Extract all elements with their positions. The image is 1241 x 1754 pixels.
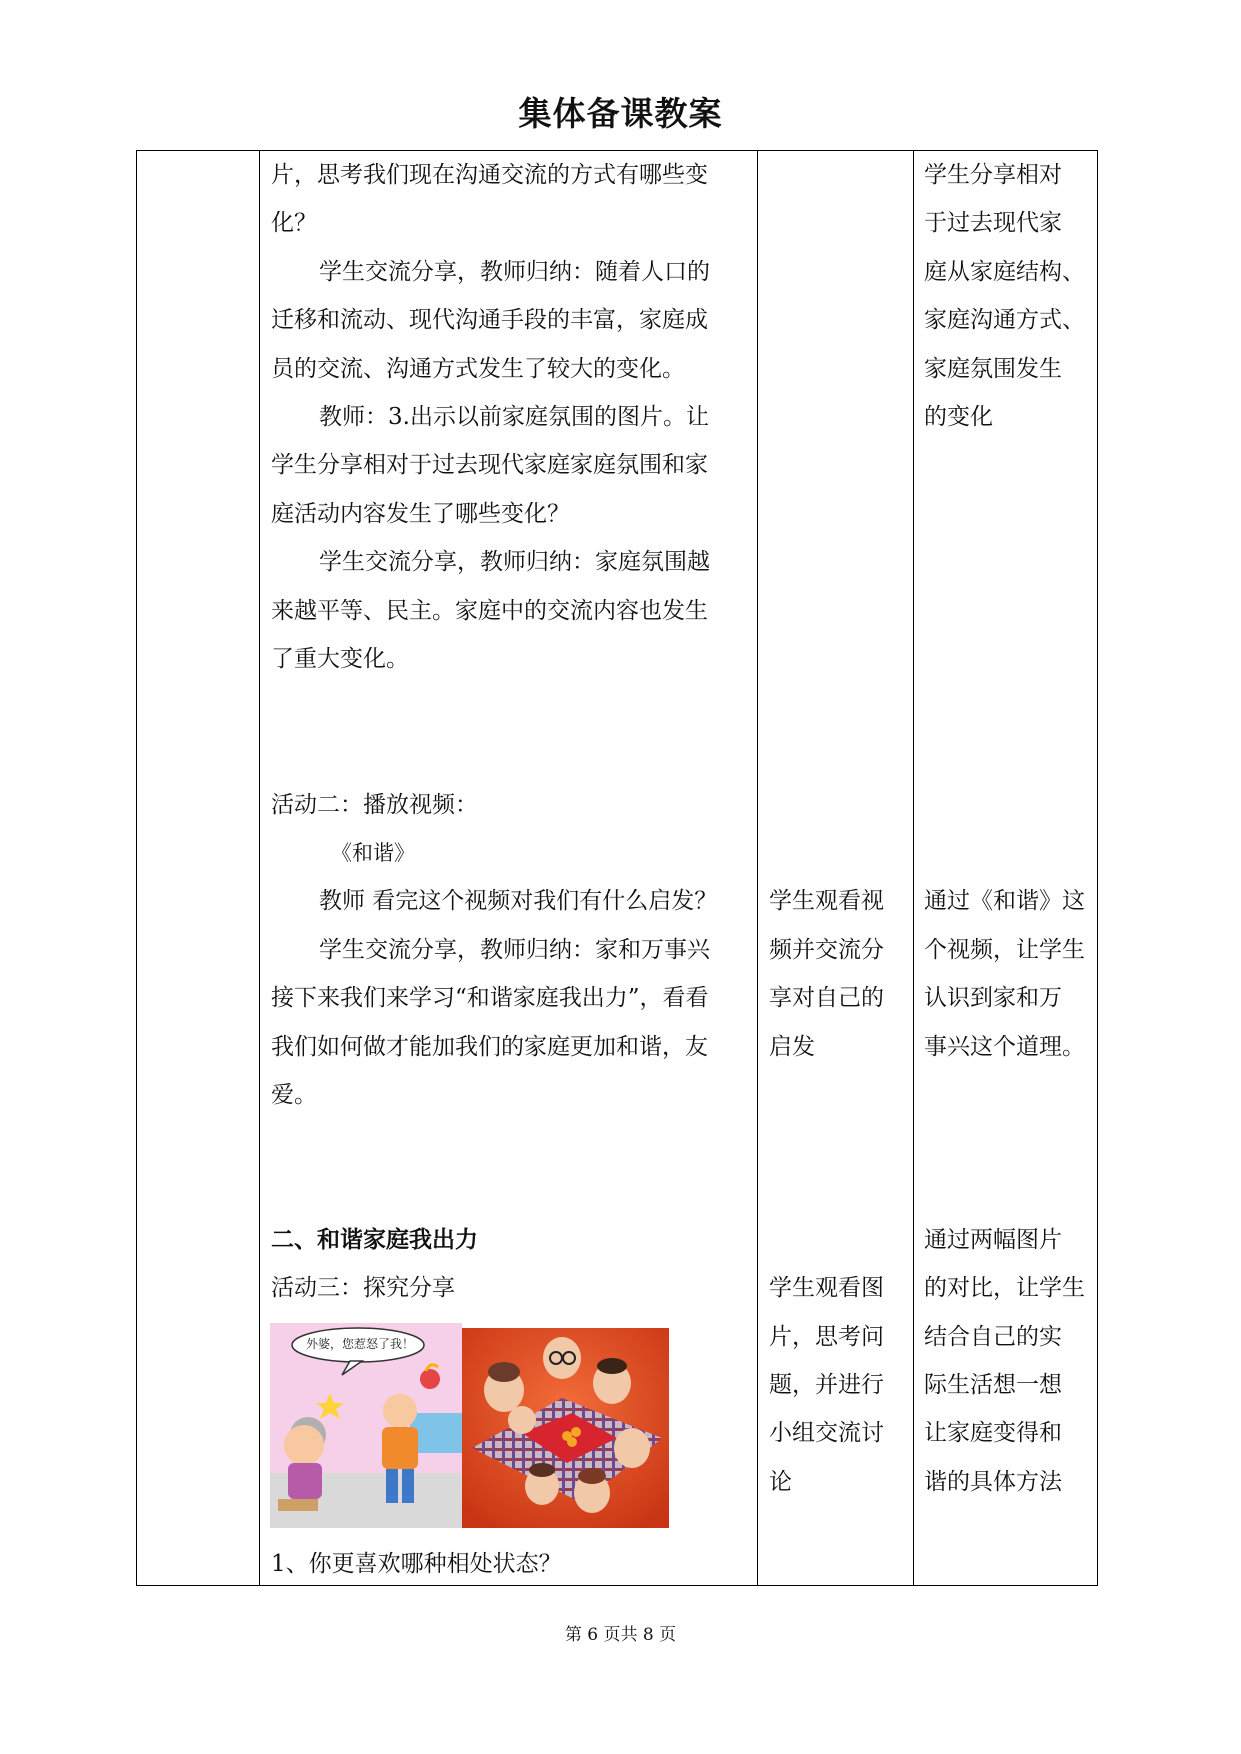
column-divider [757,151,758,1585]
cartoon-family-conflict-image [270,1323,462,1528]
design-intent-line: 通过《和谐》这 [924,888,1085,914]
process-text-line: 教师：3.出示以前家庭氛围的图片。让 [319,404,709,430]
design-intent-line: 庭从家庭结构、 [924,259,1085,285]
speech-bubble-text: 外婆，您惹怒了我！ [306,1337,415,1351]
design-intent-line: 家庭氛围发生 [924,356,1062,382]
design-intent-line: 结合自己的实 [924,1324,1062,1350]
process-text-line: 我们如何做才能加我们的家庭更加和谐，友 [271,1034,708,1060]
process-text-line: 学生分享相对于过去现代家庭家庭氛围和家 [271,452,708,478]
process-text-line: 化？ [271,210,317,236]
video-title: 《和谐》 [331,841,415,865]
design-intent-line: 家庭沟通方式、 [924,307,1085,333]
process-text-line: 了重大变化。 [271,646,409,672]
student-activity-line: 片，思考问 [769,1324,884,1350]
design-intent-line: 通过两幅图片 [924,1227,1062,1253]
student-activity-line: 频并交流分 [769,937,884,963]
design-intent-line: 认识到家和万 [924,985,1062,1011]
design-intent-line: 的变化 [924,404,993,430]
process-text-line: 教师 看完这个视频对我们有什么启发？ [319,888,718,914]
process-text-line: 员的交流、沟通方式发生了较大的变化。 [271,356,685,382]
design-intent-line: 个视频，让学生 [924,937,1085,963]
process-text-line: 学生交流分享，教师归纳：随着人口的 [319,259,710,285]
process-text-line: 迁移和流动、现代沟通手段的丰富，家庭成 [271,307,708,333]
process-text-line: 庭活动内容发生了哪些变化？ [271,501,570,527]
family-gathering-photo [462,1328,669,1528]
process-text-line: 片，思考我们现在沟通交流的方式有哪些变 [271,162,708,188]
design-intent-line: 谐的具体方法 [924,1469,1062,1495]
question-line: 1、你更喜欢哪种相处状态？ [271,1551,562,1577]
student-activity-line: 学生观看视 [769,888,884,914]
process-text-line: 学生交流分享，教师归纳：家和万事兴 [319,937,710,963]
column-divider [913,151,914,1585]
process-text-line: 来越平等、民主。家庭中的交流内容也发生 [271,598,708,624]
student-activity-line: 题，并进行 [769,1372,884,1398]
section-heading: 二、和谐家庭我出力 [271,1227,478,1253]
student-activity-line: 学生观看图 [769,1275,884,1301]
process-text-line: 学生交流分享，教师归纳：家庭氛围越 [319,549,710,575]
process-text-line: 爱。 [271,1082,317,1108]
student-activity-line: 小组交流讨 [769,1420,884,1446]
design-intent-line: 的对比，让学生 [924,1275,1085,1301]
column-divider [259,151,260,1585]
design-intent-line: 际生活想一想 [924,1372,1062,1398]
activity-heading: 活动二：播放视频： [271,792,478,818]
design-intent-line: 让家庭变得和 [924,1420,1062,1446]
student-activity-line: 启发 [769,1034,815,1060]
student-activity-line: 享对自己的 [769,985,884,1011]
page-title: 集体备课教案 [518,94,723,133]
student-activity-line: 论 [769,1469,792,1495]
page-footer: 第 6 页共 8 页 [564,1625,677,1645]
activity-heading: 活动三：探究分享 [271,1275,455,1301]
process-text-line: 接下来我们来学习“和谐家庭我出力”，看看 [271,985,709,1011]
design-intent-line: 学生分享相对 [924,162,1062,188]
design-intent-line: 事兴这个道理。 [924,1034,1085,1060]
design-intent-line: 于过去现代家 [924,210,1062,236]
